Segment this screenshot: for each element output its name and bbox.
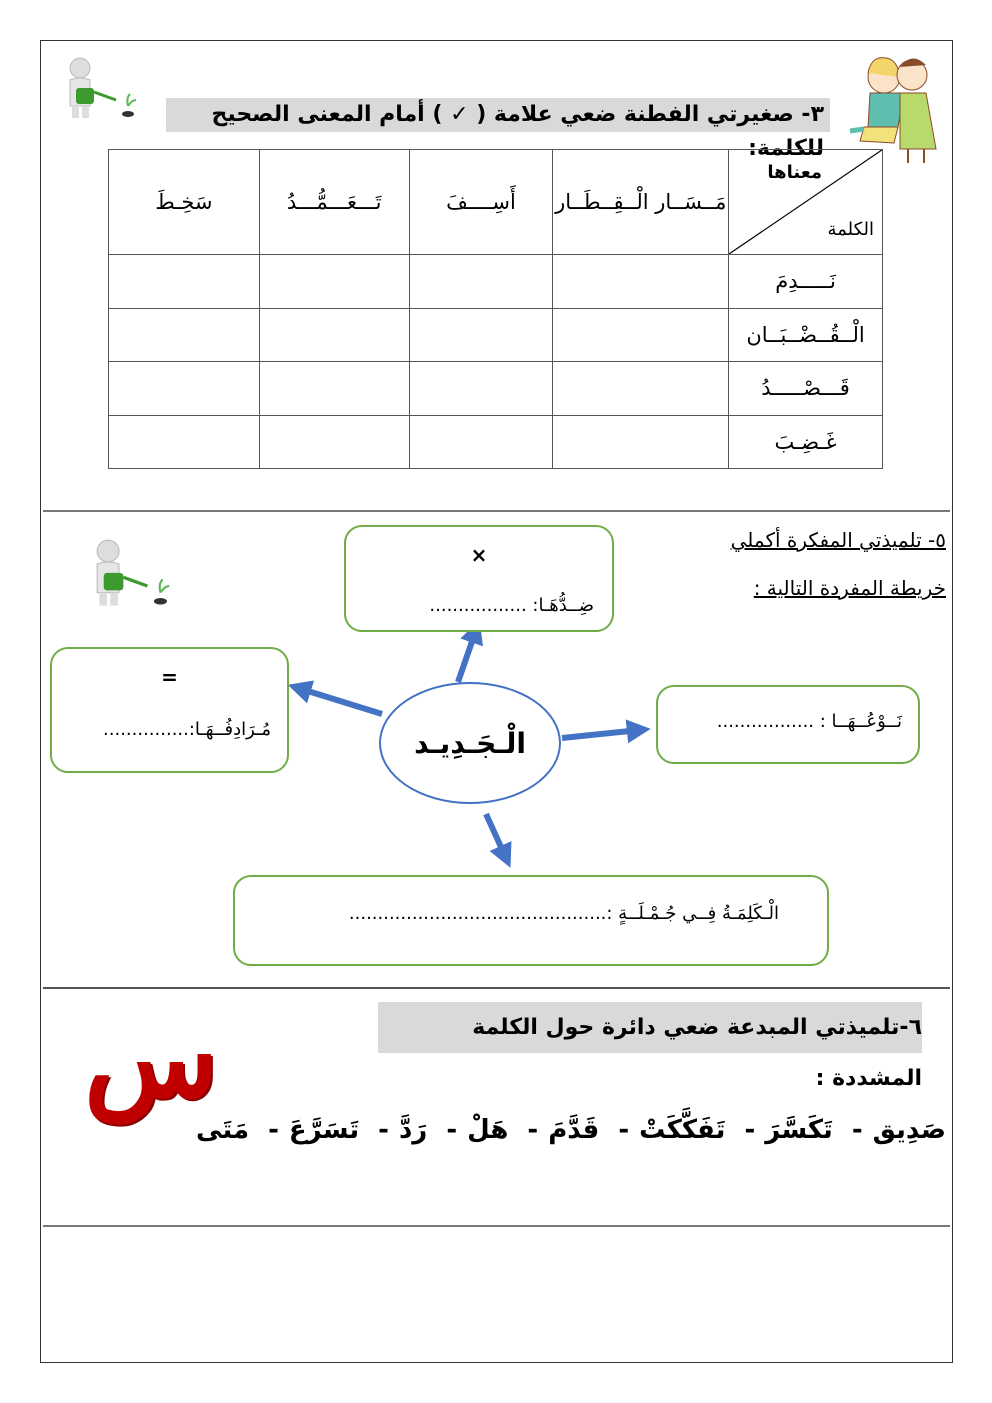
antonym-box[interactable] [344, 525, 614, 632]
answer-cell[interactable] [109, 308, 260, 362]
synonym-symbol: = [161, 665, 178, 689]
word-option[interactable]: صَدِيق [872, 1115, 946, 1145]
word-option[interactable]: رَدَّ [398, 1115, 428, 1145]
answer-cell[interactable] [109, 415, 260, 469]
section-divider [43, 1225, 950, 1227]
antonym-label: ضِــدُّهَـا: ................. [429, 595, 594, 616]
answer-cell[interactable] [553, 362, 729, 416]
section-3-heading: ٣- صغيرتي الفطنة ضعي علامة ( ✓ ) أمام المعنى الصحيح للكلمة: [166, 98, 830, 132]
separator: - [744, 1115, 756, 1145]
word-type-box[interactable] [656, 685, 920, 764]
synonym-label: مُـرَادِفُــهَـا:............... [103, 719, 271, 740]
word-type-label: نَــوْعُــهَــا : ................. [716, 711, 902, 732]
meaning-column-label: معناها [767, 162, 822, 183]
answer-cell[interactable] [409, 415, 553, 469]
table-corner-header [729, 150, 883, 255]
word-option[interactable]: هَلْ [467, 1115, 509, 1145]
shadda-word-list [196, 1115, 946, 1145]
answer-cell[interactable] [109, 362, 260, 416]
answer-cell[interactable] [259, 255, 409, 309]
table-row [109, 308, 883, 362]
word-option[interactable]: تَسَرَّعَ [288, 1115, 360, 1145]
separator: - [378, 1115, 389, 1145]
word-cell: قَـــصْـــــدُ [729, 362, 883, 416]
word-option[interactable]: تَكَسَّرَ [765, 1115, 833, 1145]
table-header-row [109, 150, 883, 255]
answer-cell[interactable] [553, 255, 729, 309]
answer-cell[interactable] [553, 415, 729, 469]
section-divider [43, 987, 950, 989]
decorative-letter-seen-icon: س [84, 993, 219, 1122]
meaning-header-3: تَـــعَـــمُّـــدُ [259, 150, 409, 255]
separator: - [446, 1115, 458, 1145]
separator: - [851, 1115, 863, 1145]
separator: - [527, 1115, 539, 1145]
answer-cell[interactable] [409, 308, 553, 362]
separator: - [268, 1115, 279, 1145]
word-cell: نَـــــدِمَ [729, 255, 883, 309]
answer-cell[interactable] [553, 308, 729, 362]
word-cell: غَـضِـبَ [729, 415, 883, 469]
center-word-circle: الْـجَـدِيـد [379, 682, 561, 804]
sentence-box[interactable] [233, 875, 829, 966]
answer-cell[interactable] [109, 255, 260, 309]
meaning-header-1: مَــسَــار الْــقِــطَــار [553, 150, 729, 255]
sentence-label: الْـكَلِمَـةُ فِــي جُـمْـلَــةٍ :............................................. [348, 903, 779, 924]
section-divider [43, 510, 950, 512]
table-row [109, 255, 883, 309]
section-5-heading-line-1: ٥- تلميذتي المفكرة أكملي [730, 528, 946, 552]
antonym-symbol: × [470, 543, 488, 567]
answer-cell[interactable] [259, 415, 409, 469]
section-5-heading-line-2: خريطة المفردة التالية : [753, 576, 946, 600]
synonym-box[interactable] [50, 647, 289, 773]
word-cell: الْــقُــضْــبَــان [729, 308, 883, 362]
answer-cell[interactable] [259, 308, 409, 362]
word-option[interactable]: قَدَّمَ [548, 1115, 600, 1145]
meaning-header-2: أَسِــــفَ [409, 150, 553, 255]
table-row [109, 362, 883, 416]
gardener-figure-icon [76, 538, 186, 610]
meaning-header-4: سَخِـطَ [109, 150, 260, 255]
answer-cell[interactable] [409, 362, 553, 416]
section-6-heading: ٦-تلميذتي المبدعة ضعي دائرة حول الكلمة المشددة : [378, 1002, 922, 1053]
separator: - [618, 1115, 630, 1145]
table-row [109, 415, 883, 469]
gardener-figure-icon [56, 56, 146, 122]
vocabulary-meaning-table [108, 149, 883, 469]
answer-cell[interactable] [409, 255, 553, 309]
word-option[interactable]: تَفَكَّكَتْ [639, 1115, 726, 1145]
answer-cell[interactable] [259, 362, 409, 416]
word-option[interactable]: مَتَى [196, 1115, 250, 1145]
word-column-label: الكلمة [827, 219, 874, 240]
